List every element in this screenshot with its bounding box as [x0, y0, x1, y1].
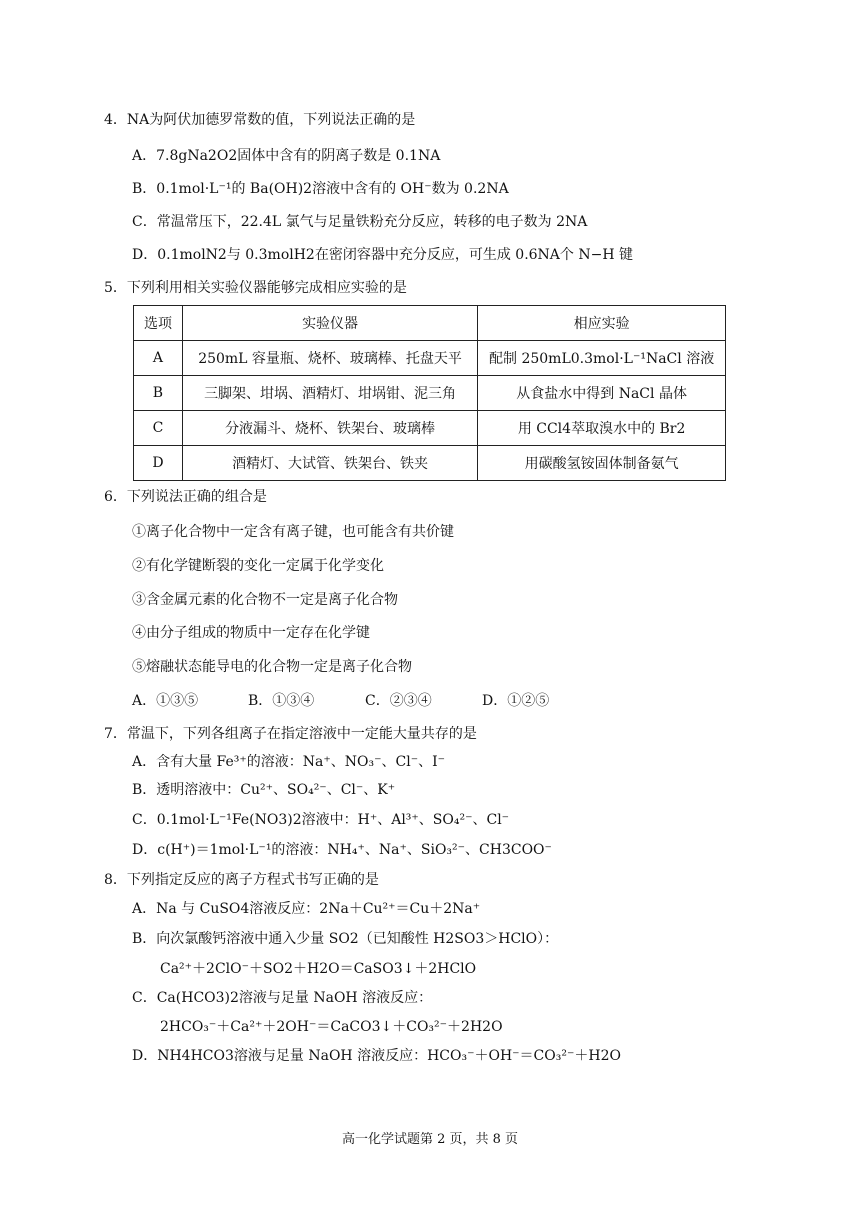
- table-row: [134, 341, 726, 376]
- table-cell: 三脚架、坩埚、酒精灯、坩埚钳、泥三角: [182, 376, 477, 411]
- q8-option-b-equation: Ca²⁺＋2ClO⁻＋SO2＋H2O＝CaSO3↓＋2HClO: [160, 961, 477, 977]
- q6-option-a: A．①③⑤: [132, 693, 199, 709]
- table-cell: B: [134, 376, 183, 411]
- table-row: [134, 376, 726, 411]
- q4-option-d: D．0.1molN2与 0.3molH2在密闭容器中充分反应，可生成 0.6NA个 N−H 键: [132, 247, 634, 263]
- q6-statement-5: ⑤熔融状态能导电的化合物一定是离子化合物: [132, 659, 412, 675]
- q6-option-c: C．②③④: [365, 693, 432, 709]
- q6-option-d: D．①②⑤: [482, 693, 550, 709]
- q4-stem: 4．NA为阿伏加德罗常数的值，下列说法正确的是: [104, 112, 416, 128]
- table-cell: D: [134, 446, 183, 481]
- q7-stem: 7．常温下，下列各组离子在指定溶液中一定能大量共存的是: [104, 726, 477, 742]
- q8-option-c-equation: 2HCO₃⁻＋Ca²⁺＋2OH⁻＝CaCO3↓＋CO₃²⁻＋2H2O: [160, 1019, 503, 1035]
- q5-stem: 5．下列利用相关实验仪器能够完成相应实验的是: [104, 280, 407, 296]
- table-cell: 用碳酸氢铵固体制备氨气: [478, 446, 726, 481]
- q6-stem: 6．下列说法正确的组合是: [104, 489, 267, 505]
- q6-option-b: B．①③④: [248, 693, 315, 709]
- table-cell: 用 CCl4萃取溴水中的 Br2: [478, 411, 726, 446]
- table-header-cell: 实验仪器: [182, 306, 477, 341]
- table-cell: 从食盐水中得到 NaCl 晶体: [478, 376, 726, 411]
- table-cell: 配制 250mL0.3mol·L⁻¹NaCl 溶液: [478, 341, 726, 376]
- q4-option-b: B．0.1mol·L⁻¹的 Ba(OH)2溶液中含有的 OH⁻数为 0.2NA: [132, 181, 509, 197]
- table-header-cell: 相应实验: [478, 306, 726, 341]
- table-row: [134, 411, 726, 446]
- q8-option-b: B．向次氯酸钙溶液中通入少量 SO2（已知酸性 H2SO3＞HClO）：: [132, 931, 559, 947]
- table-cell: C: [134, 411, 183, 446]
- q7-option-b: B．透明溶液中：Cu²⁺、SO₄²⁻、Cl⁻、K⁺: [132, 782, 396, 798]
- q8-option-d: D．NH4HCO3溶液与足量 NaOH 溶液反应：HCO₃⁻＋OH⁻＝CO₃²⁻＋H2O: [132, 1048, 621, 1064]
- q5-table: [133, 305, 726, 481]
- q6-statement-1: ①离子化合物中一定含有离子键，也可能含有共价键: [132, 524, 454, 540]
- table-cell: A: [134, 341, 183, 376]
- q6-statement-4: ④由分子组成的物质中一定存在化学键: [132, 625, 370, 641]
- table-cell: 250mL 容量瓶、烧杯、玻璃棒、托盘天平: [182, 341, 477, 376]
- q8-option-c: C．Ca(HCO3)2溶液与足量 NaOH 溶液反应：: [132, 990, 433, 1006]
- q6-statement-2: ②有化学键断裂的变化一定属于化学变化: [132, 558, 384, 574]
- table-cell: 酒精灯、大试管、铁架台、铁夹: [182, 446, 477, 481]
- page-footer: 高一化学试题第 2 页，共 8 页: [341, 1132, 519, 1147]
- table-cell: 分液漏斗、烧杯、铁架台、玻璃棒: [182, 411, 477, 446]
- q8-stem: 8．下列指定反应的离子方程式书写正确的是: [104, 872, 379, 888]
- q4-option-a: A．7.8gNa2O2固体中含有的阴离子数是 0.1NA: [132, 148, 441, 164]
- q7-option-d: D．c(H⁺)＝1mol·L⁻¹的溶液：NH₄⁺、Na⁺、SiO₃²⁻、CH3COO⁻: [132, 842, 552, 858]
- table-header-cell: 选项: [134, 306, 183, 341]
- q7-option-a: A．含有大量 Fe³⁺的溶液：Na⁺、NO₃⁻、Cl⁻、I⁻: [132, 754, 446, 770]
- q7-option-c: C．0.1mol·L⁻¹Fe(NO3)2溶液中：H⁺、Al³⁺、SO₄²⁻、Cl⁻: [132, 812, 510, 828]
- table-header-row: [134, 306, 726, 341]
- q4-option-c: C．常温常压下，22.4L 氯气与足量铁粉充分反应，转移的电子数为 2NA: [132, 214, 588, 230]
- q6-statement-3: ③含金属元素的化合物不一定是离子化合物: [132, 592, 398, 608]
- q8-option-a: A．Na 与 CuSO4溶液反应：2Na＋Cu²⁺＝Cu＋2Na⁺: [132, 901, 481, 917]
- table-row: [134, 446, 726, 481]
